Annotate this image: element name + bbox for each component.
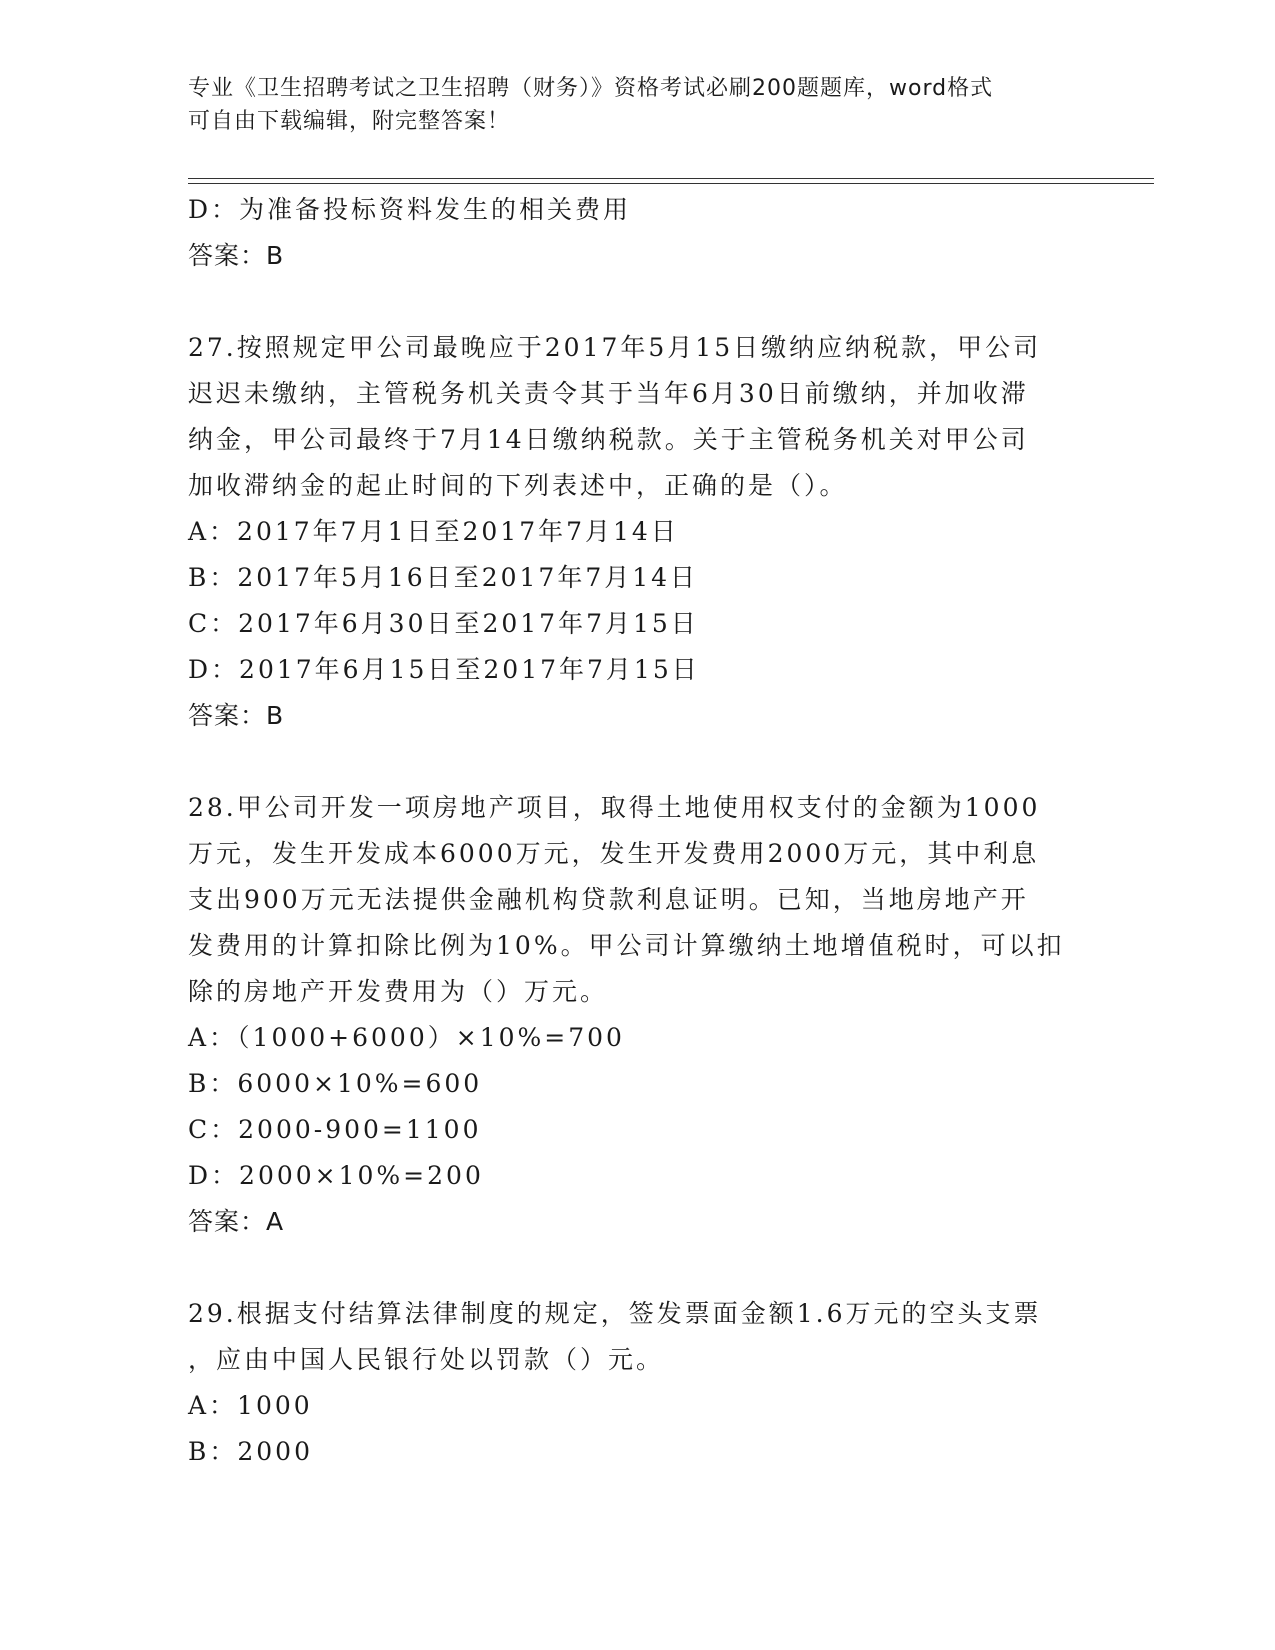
answer: 答案：B — [188, 701, 285, 730]
question-stem-line: 加收滞纳金的起止时间的下列表述中，正确的是（）。 — [188, 471, 848, 500]
question-stem-line: 迟迟未缴纳，主管税务机关责令其于当年6月30日前缴纳，并加收滞 — [188, 379, 1029, 408]
answer: 答案：A — [188, 1207, 285, 1236]
question-stem-line: 发费用的计算扣除比例为10%。甲公司计算缴纳土地增值税时，可以扣 — [188, 931, 1065, 960]
header-divider — [188, 178, 1154, 184]
option-b: B：2017年5月16日至2017年7月14日 — [188, 563, 699, 592]
question-28 — [188, 785, 1088, 1245]
question-stem-line: 纳金，甲公司最终于7月14日缴纳税款。关于主管税务机关对甲公司 — [188, 425, 1029, 454]
question-27 — [188, 325, 1088, 739]
prev-option-d: D：为准备投标资料发生的相关费用 — [188, 195, 632, 224]
option-a: A：1000 — [188, 1391, 313, 1420]
question-stem-line: 28.甲公司开发一项房地产项目，取得土地使用权支付的金额为1000 — [188, 793, 1041, 822]
option-a: A：（1000+6000）×10%=700 — [188, 1023, 625, 1052]
header-title-line-2: 可自由下载编辑，附完整答案！ — [188, 109, 511, 134]
header-title-line-1: 专业《卫生招聘考试之卫生招聘（财务）》资格考试必刷200题题库，word格式 — [188, 76, 994, 101]
spacer — [188, 279, 1088, 325]
question-stem-line: 29.根据支付结算法律制度的规定，签发票面金额1.6万元的空头支票 — [188, 1299, 1042, 1328]
question-stem-line: ，应由中国人民银行处以罚款（）元。 — [188, 1345, 665, 1374]
question-stem-line: 支出900万元无法提供金融机构贷款利息证明。已知，当地房地产开 — [188, 885, 1029, 914]
option-c: C：2017年6月30日至2017年7月15日 — [188, 609, 699, 638]
option-d: D：2017年6月15日至2017年7月15日 — [188, 655, 700, 684]
option-d: D：2000×10%=200 — [188, 1161, 484, 1190]
question-stem-line: 27.按照规定甲公司最晚应于2017年5月15日缴纳应纳税款，甲公司 — [188, 333, 1042, 362]
spacer — [188, 739, 1088, 785]
question-stem-line: 除的房地产开发费用为（）万元。 — [188, 977, 609, 1006]
prev-answer: 答案：B — [188, 241, 285, 270]
page-header — [188, 72, 1088, 138]
spacer — [188, 1245, 1088, 1291]
question-stem-line: 万元，发生开发成本6000万元，发生开发费用2000万元，其中利息 — [188, 839, 1040, 868]
option-a: A：2017年7月1日至2017年7月14日 — [188, 517, 679, 546]
option-b: B：6000×10%=600 — [188, 1069, 483, 1098]
question-29 — [188, 1291, 1088, 1475]
option-c: C：2000-900=1100 — [188, 1115, 482, 1144]
document-body — [188, 187, 1088, 1475]
option-b: B：2000 — [188, 1437, 313, 1466]
